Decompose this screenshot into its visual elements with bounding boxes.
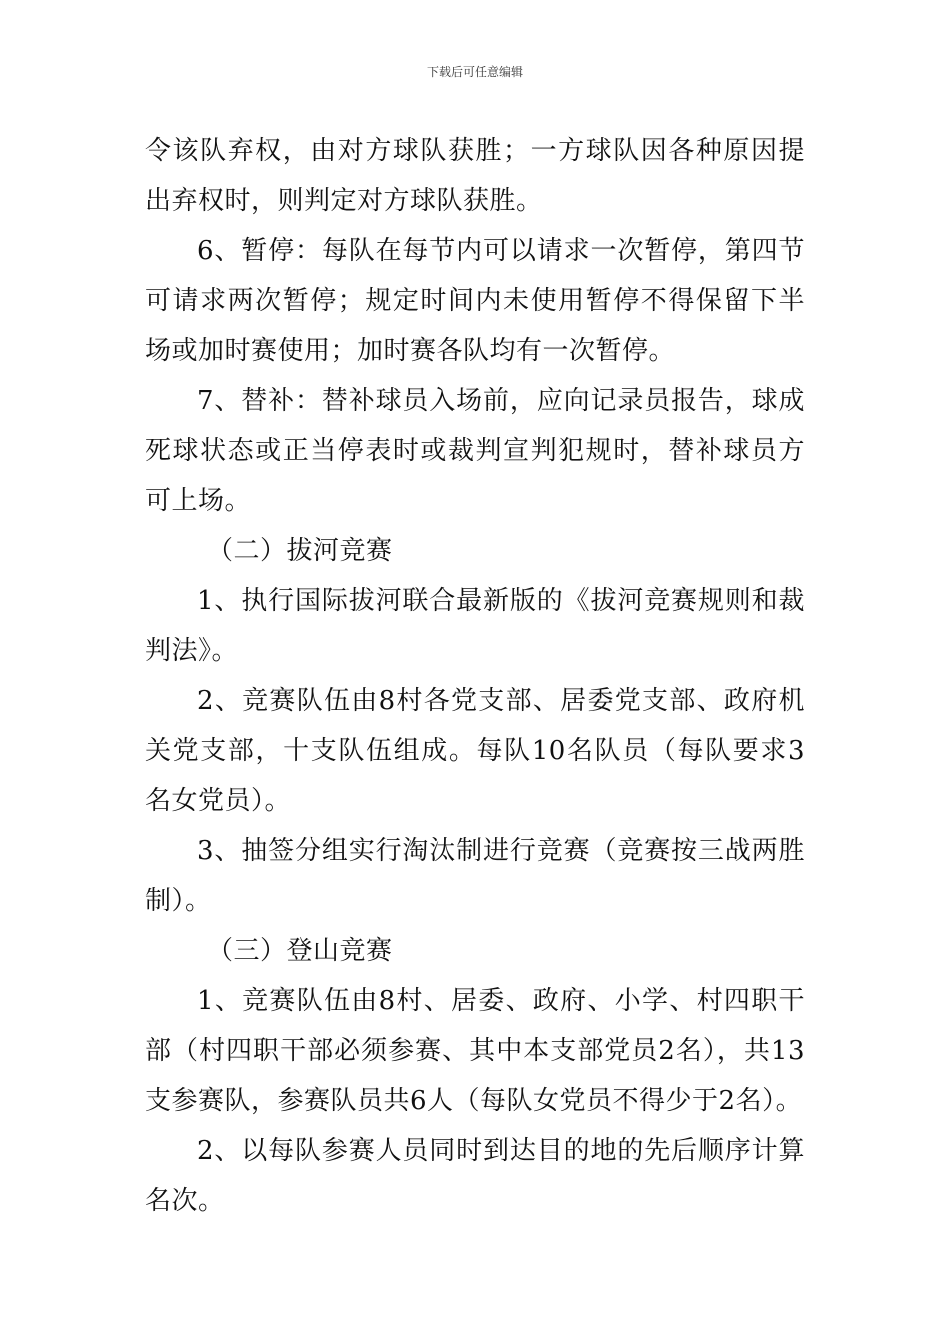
section-heading-climbing: （三）登山竞赛 [207,936,393,966]
document-body [145,126,805,1226]
paragraph-tug-rule-3: 3、抽签分组实行淘汰制进行竞赛（竞赛按三战两胜制）。 [145,836,805,916]
paragraph-substitution-rule: 7、替补：替补球员入场前，应向记录员报告，球成死球状态或正当停表时或裁判宣判犯规时，替补球员方可上场。 [145,386,805,516]
paragraph-continuation: 令该队弃权，由对方球队获胜；一方球队因各种原因提出弃权时，则判定对方球队获胜。 [145,136,805,216]
paragraph-tug-rule-2: 2、竞赛队伍由8村各党支部、居委党支部、政府机关党支部，十支队伍组成。每队10名队员（每队要求3名女党员）。 [145,686,805,816]
paragraph-timeout-rule: 6、暂停：每队在每节内可以请求一次暂停，第四节可请求两次暂停；规定时间内未使用暂停不得保留下半场或加时赛使用；加时赛各队均有一次暂停。 [145,236,805,366]
page-header: 下载后可任意编辑 [426,65,523,79]
paragraph-climbing-rule-2: 2、以每队参赛人员同时到达目的地的先后顺序计算名次。 [145,1136,805,1216]
section-heading-tug-of-war: （二）拔河竞赛 [207,536,393,566]
paragraph-tug-rule-1: 1、执行国际拔河联合最新版的《拔河竞赛规则和裁判法》。 [145,586,805,666]
paragraph-climbing-rule-1: 1、竞赛队伍由8村、居委、政府、小学、村四职干部（村四职干部必须参赛、其中本支部党员2名），共13支参赛队，参赛队员共6人（每队女党员不得少于2名）。 [145,986,805,1116]
